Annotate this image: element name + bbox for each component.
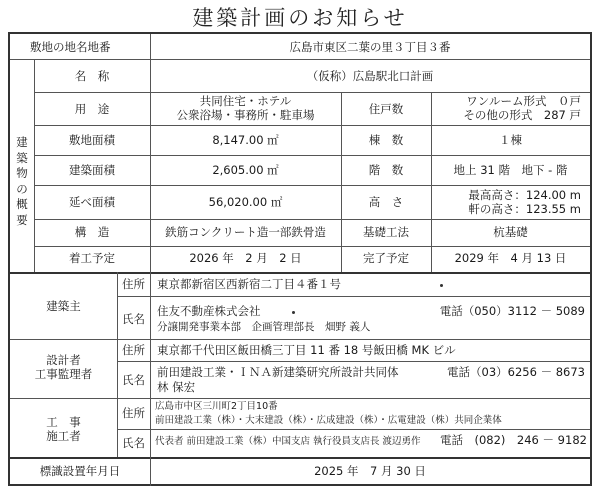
- building-area-value: 2,605.00 ㎡: [212, 163, 279, 177]
- floor-area-value: 56,020.00 ㎡: [208, 195, 283, 209]
- col-divider: [117, 272, 118, 457]
- foundation-value: 杭基礎: [493, 225, 528, 239]
- site-value: 広島市東区二葉の里３丁目３番: [289, 40, 451, 54]
- designer-phone: 電話（03）6256 － 8673: [447, 365, 585, 379]
- units-label: 住戸数: [368, 102, 404, 116]
- contractor-representative: 代表者 前田建設工業（株）中国支店 執行役員支店長 渡辺勇作: [155, 436, 421, 447]
- owner-company: 住友不動産株式会社: [157, 304, 261, 318]
- row-divider: [34, 92, 590, 93]
- row-divider: [34, 246, 590, 247]
- start-label: 着工予定: [69, 251, 115, 265]
- units-line1: ワンルーム形式 ０戸: [466, 94, 581, 108]
- start-value: 2026 年 2 月 2 日: [189, 251, 302, 265]
- row-divider: [10, 398, 590, 399]
- row-divider: [34, 155, 590, 156]
- floor-area-label: 延べ面積: [69, 195, 115, 209]
- owner-phone: 電話（050）3112 － 5089: [439, 304, 585, 318]
- height-line1: 最高高さ：124.00 m: [468, 188, 581, 202]
- owner-address: 東京都新宿区西新宿二丁目４番１号: [157, 277, 341, 291]
- structure-value: 鉄筋コンクリート造一部鉄骨造: [165, 225, 326, 239]
- col-divider: [150, 272, 151, 457]
- height-label: 高 さ: [368, 195, 404, 209]
- end-value: 2029 年 4 月 13 日: [454, 251, 567, 265]
- row-divider: [34, 185, 590, 186]
- structure-label: 構 造: [74, 225, 110, 239]
- designer-name-label: 氏名: [122, 373, 145, 387]
- contractor-label-line1: 工 事: [46, 415, 81, 429]
- row-divider: [10, 59, 590, 60]
- designer-address-label: 住所: [122, 343, 145, 357]
- designer-address: 東京都千代田区飯田橋三丁目 11 番 18 号飯田橋 MK ビル: [157, 343, 456, 357]
- height-line2: 軒の高さ：123.55 m: [468, 202, 581, 216]
- floors-value: 地上 31 階 地下 - 階: [453, 163, 568, 177]
- contractor-name-label: 氏名: [122, 436, 145, 450]
- name-value: （仮称）広島駅北口計画: [306, 69, 434, 83]
- contractor-address-line2: 前田建設工業（株）・大末建設（株）・広成建設（株）・広電建設（株）共同企業体: [155, 415, 502, 426]
- row-divider: [117, 429, 590, 430]
- use-value-line1: 共同住宅・ホテル: [199, 94, 292, 108]
- owner-department: 分譲開発事業本部 企画管理部長 畑野 義人: [157, 321, 371, 333]
- contractor-phone: 電話 (082) 246 － 9182: [440, 433, 587, 447]
- separator-dot: [440, 284, 443, 287]
- notice-title: 建築計画のお知らせ: [192, 6, 408, 30]
- owner-address-label: 住所: [122, 277, 145, 291]
- units-line2: その他の形式 287 戸: [463, 108, 581, 122]
- designer-company: 前田建設工業・ＩＮＡ新建築研究所設計共同体: [157, 365, 399, 379]
- owner-name-label: 氏名: [122, 312, 145, 326]
- contractor-label-line2: 施工者: [46, 429, 81, 443]
- floors-label: 階 数: [368, 163, 404, 177]
- section-divider: [10, 272, 590, 274]
- use-value-line2: 公衆浴場・事務所・駐車場: [176, 108, 315, 122]
- foundation-label: 基礎工法: [363, 225, 409, 239]
- owner-label: 建築主: [46, 299, 81, 313]
- col-divider: [341, 92, 342, 272]
- building-area-label: 建築面積: [69, 163, 115, 177]
- storeys-label: 棟 数: [368, 133, 404, 147]
- notice-table: [8, 32, 592, 486]
- row-divider: [34, 219, 590, 220]
- building-section-label: 建築物の概要: [16, 135, 28, 227]
- designer-label-line2: 工事監理者: [34, 367, 93, 381]
- contractor-address-label: 住所: [122, 406, 145, 420]
- section-divider: [10, 457, 590, 459]
- site-area-value: 8,147.00 ㎡: [212, 133, 279, 147]
- name-label: 名 称: [74, 69, 110, 83]
- row-divider: [10, 339, 590, 340]
- posted-label: 標識設置年月日: [39, 464, 121, 478]
- use-label: 用 途: [74, 102, 110, 116]
- row-divider: [117, 296, 590, 297]
- contractor-address-line1: 広島市中区三川町2丁目10番: [155, 401, 278, 412]
- designer-person: 林 保宏: [157, 380, 196, 394]
- row-divider: [34, 125, 590, 126]
- site-label: 敷地の地名地番: [30, 40, 111, 54]
- posted-value: 2025 年 7 月 30 日: [314, 464, 426, 478]
- storeys-value: １棟: [499, 133, 522, 147]
- row-divider: [117, 361, 590, 362]
- site-area-label: 敷地面積: [69, 133, 115, 147]
- separator-dot: [292, 311, 295, 314]
- end-label: 完了予定: [363, 251, 409, 265]
- designer-label-line1: 設計者: [46, 353, 81, 367]
